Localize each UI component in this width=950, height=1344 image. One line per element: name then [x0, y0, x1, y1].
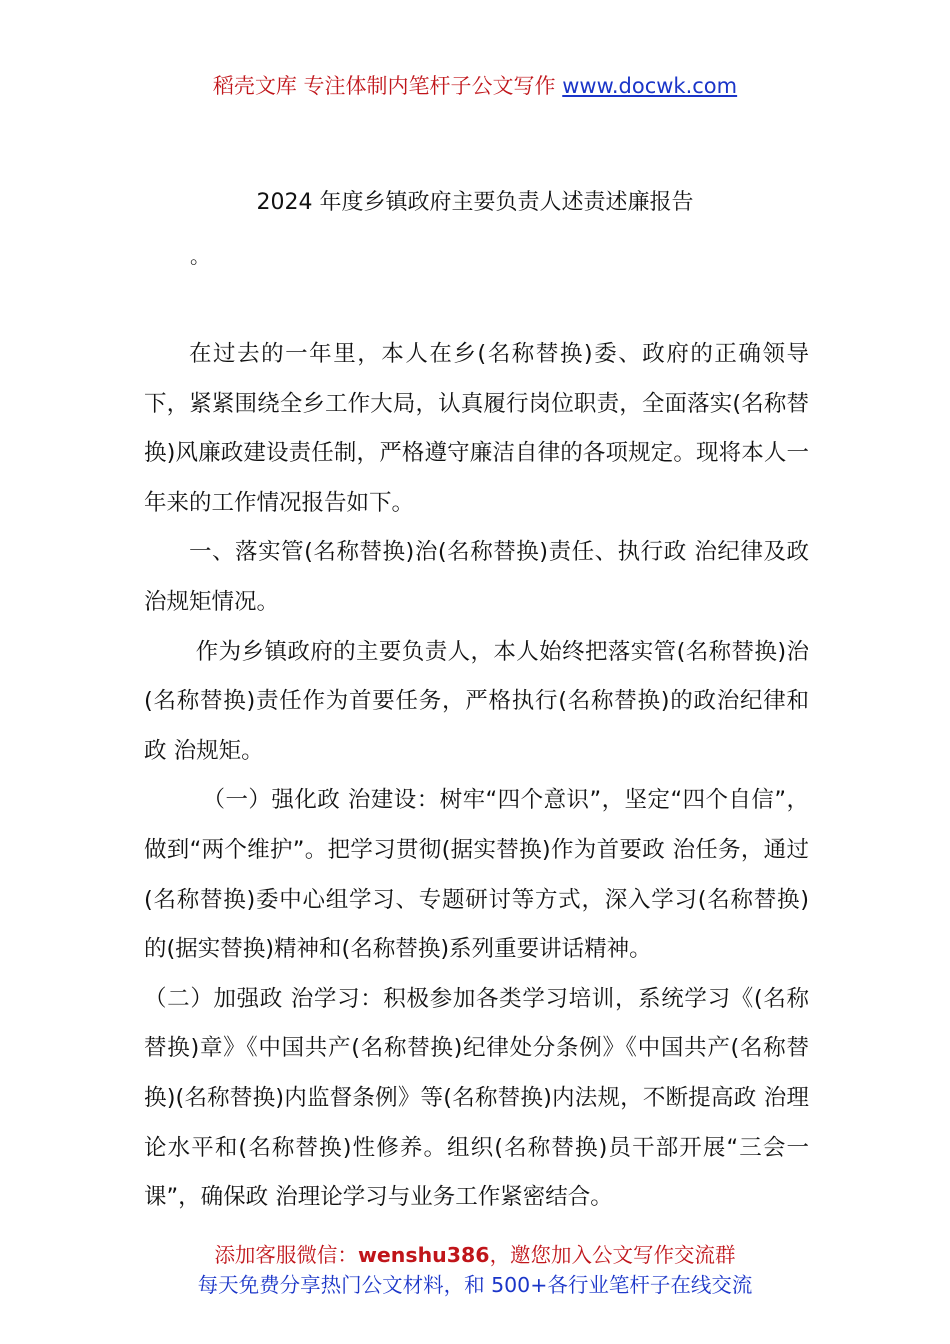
- site-link[interactable]: www.docwk.com: [562, 74, 738, 98]
- stray-mark: 。: [190, 244, 210, 268]
- document-body: [144, 330, 809, 1223]
- paragraph: （二）加强政 治学习：积极参加各类学习培训，系统学习《(名称替换)章》《中国共产(名称替换)纪律处分条例》《中国共产(名称替换)(名称替换)内监督条例》等(名称替换)内法规，不断提高政 治理论水平和(名称替换)性修养。组织(名称替换)员干部开展“三会一课”，确保政 治理论学习与业务工作紧密结合。: [144, 985, 809, 1211]
- brand-text: 稻壳文库 专注体制内笔杆子公文写作: [212, 74, 556, 98]
- document-title: 2024 年度乡镇政府主要负责人述责述廉报告: [256, 190, 694, 215]
- paragraph: 在过去的一年里，本人在乡(名称替换)委、政府的正确领导下，紧紧围绕全乡工作大局，认真履行岗位职责，全面落实(名称替换)风廉政建设责任制，严格遵守廉洁自律的各项规定。现将本人一年来的工作情况报告如下。: [144, 341, 809, 516]
- footer-banner: [0, 1240, 950, 1300]
- footer-suffix: ，邀您加入公文写作交流群: [489, 1243, 736, 1267]
- footer-line-1: [0, 1240, 950, 1270]
- section-heading: 一、落实管(名称替换)治(名称替换)责任、执行政 治纪律及政 治规矩情况。: [144, 539, 809, 615]
- footer-prefix: 添加客服微信：: [214, 1243, 358, 1267]
- header-banner: [0, 70, 950, 100]
- wechat-id: wenshu386: [357, 1243, 490, 1267]
- paragraph: 作为乡镇政府的主要负责人，本人始终把落实管(名称替换)治(名称替换)责任作为首要任务，严格执行(名称替换)的政治纪律和政 治规矩。: [144, 638, 809, 764]
- footer-line-2: 每天免费分享热门公文材料，和 500+各行业笔杆子在线交流: [197, 1273, 753, 1297]
- paragraph: （一）强化政 治建设：树牢“四个意识”，坚定“四个自信”，做到“两个维护”。把学习贯彻(据实替换)作为首要政 治任务，通过(名称替换)委中心组学习、专题研讨等方式，深入学习(名称替换)的(据实替换)精神和(名称替换)系列重要讲话精神。: [144, 787, 809, 963]
